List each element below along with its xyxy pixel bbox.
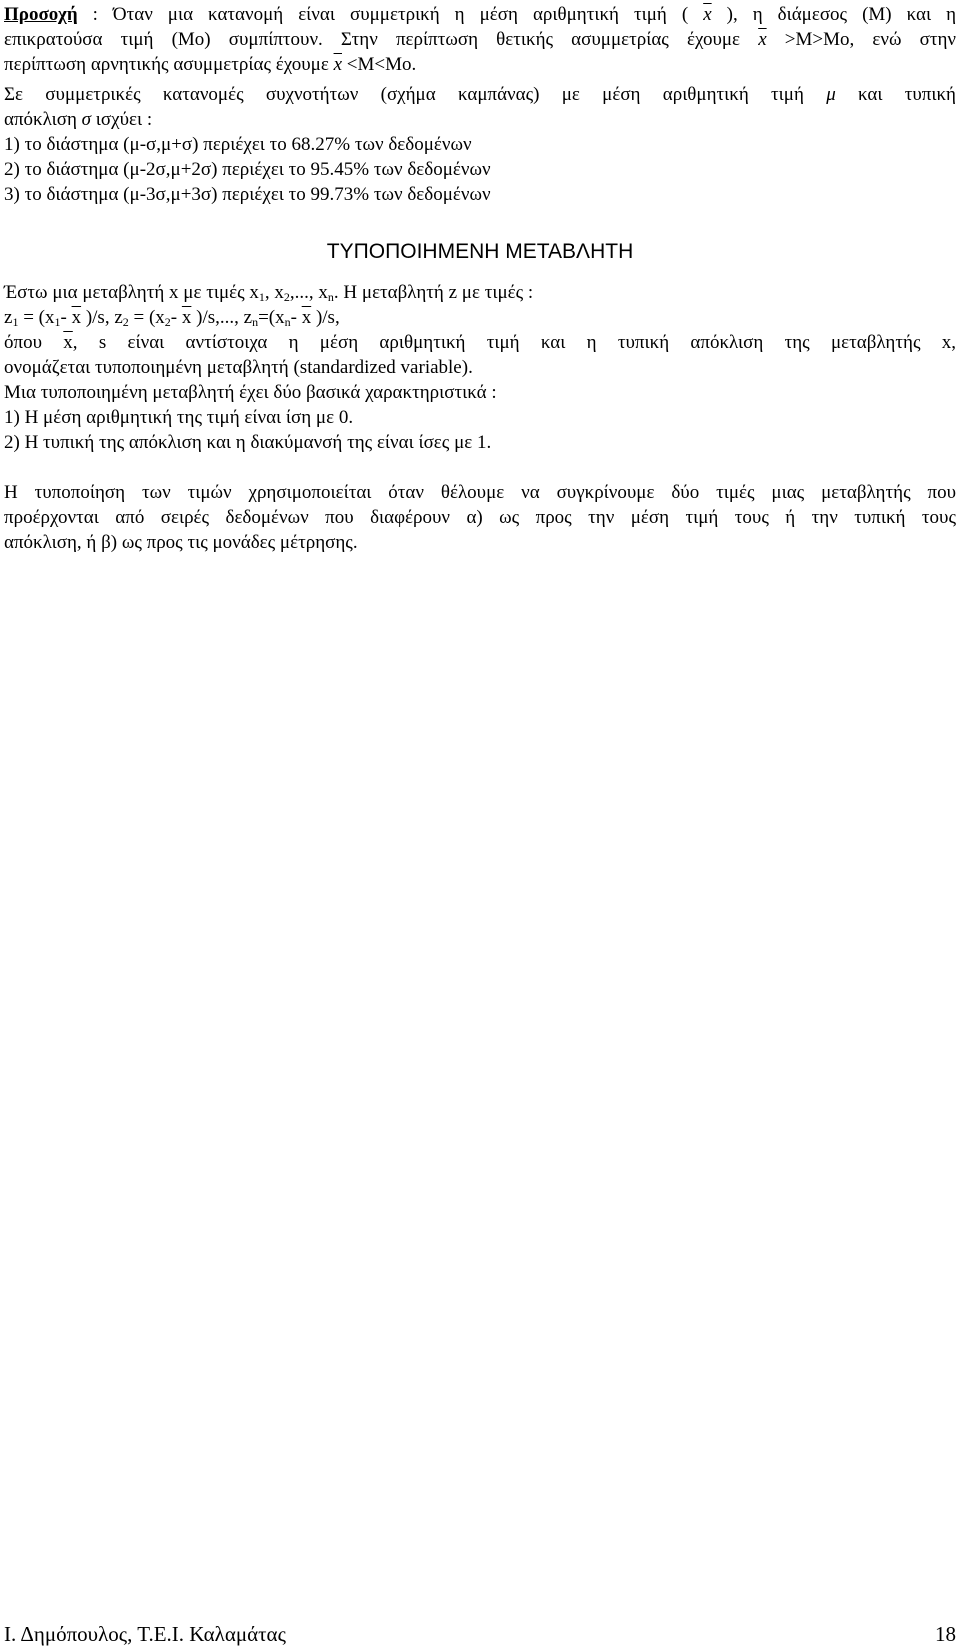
mu-symbol: μ (826, 84, 836, 105)
mean-symbol: $\overline{x}$ (703, 4, 712, 25)
usage-line-2: προέρχονται από σειρές δεδομένων που διαφέρουν α) ως προς την μέση τιμή τους ή την τυπική τους (4, 507, 956, 528)
mean-symbol: $\overline{x}$ (758, 29, 767, 50)
mean-symbol: $\overline{x}$ (333, 54, 342, 75)
mean-symbol: $\overline{x}$ (71, 307, 82, 328)
property-item-2: 2) Η τυπική της απόκλιση και η διακύμανσή της είναι ίσες με 1. (4, 432, 492, 453)
mean-symbol: $\overline{x}$ (181, 307, 192, 328)
mean-symbol: $\overline{x}$ (63, 332, 73, 353)
interval-item-3: 3) το διάστημα (μ-3σ,μ+3σ) περιέχει το 99.73% των δεδομένων (4, 184, 491, 205)
note-line-2: επικρατούσα τιμή (Μο) συμπίπτουν. Στην περίπτωση θετικής ασυμμετρίας έχουμε $\overline{x} >M>Mo$, ενώ στην (4, 29, 956, 50)
sigma-symbol: σ (81, 109, 92, 130)
standardized-formula: $z_1 = (x_1-$ $\overline{x}$ )/s, $z_2 = (x_2-$ $\overline{x}$ )/s,..., $z_n=(x_n-$ $\overline{x}$ )/s, (4, 307, 340, 329)
interval-item-2: 2) το διάστημα (μ-2σ,μ+2σ) περιέχει το 95.45% των δεδομένων (4, 159, 491, 180)
mean-symbol: $\overline{x}$ (301, 307, 312, 328)
note-line-1: Προσοχή : Όταν μια κατανομή είναι συμμετρική η μέση αριθμητική τιμή ( $\overline{x}$ ), η διάμεσος (Μ) και η (4, 4, 957, 25)
note-line-3: περίπτωση αρνητικής ασυμμετρίας έχουμε $\overline{x} <M<Mo$. (4, 54, 417, 75)
page-footer (4, 1622, 956, 1647)
standardized-line-1: Έστω μια μεταβλητή x με τιμές $x_1$, $x_2$,..., $x_n$. Η μεταβλητή z με τιμές : (4, 282, 534, 304)
symmetric-line-1: Σε συμμετρικές κατανομές συχνοτήτων (σχήμα καμπάνας) με μέση αριθμητική τιμή μ και τυπική (4, 84, 956, 105)
standardized-line-3: όπου $\overline{x}$, s είναι αντίστοιχα η μέση αριθμητική τιμή και η τυπική απόκλιση της μεταβλητής x, (4, 332, 957, 353)
usage-line-3: απόκλιση, ή β) ως προς τις μονάδες μέτρησης. (4, 532, 358, 553)
standardized-line-5: Μια τυποποιημένη μεταβλητή έχει δύο βασικά χαρακτηριστικά : (4, 382, 497, 403)
standardized-line-4: ονομάζεται τυποποιημένη μεταβλητή (standardized variable). (4, 357, 473, 378)
note-label: Προσοχή (4, 4, 78, 25)
symmetric-line-2: απόκλιση σ ισχύει : (4, 109, 153, 130)
usage-line-1: Η τυποποίηση των τιμών χρησιμοποιείται όταν θέλουμε να συγκρίνουμε δύο τιμές μιας μεταβλητής που (4, 482, 956, 503)
page-number: 18 (935, 1622, 956, 1646)
section-heading: ΤΥΠΟΠΟΙΗΜΕΝΗ ΜΕΤΑΒΛΗΤΗ (326, 240, 634, 263)
footer-author: Ι. Δημόπουλος, Τ.Ε.Ι. Καλαμάτας (4, 1622, 286, 1646)
property-item-1: 1) Η μέση αριθμητική της τιμή είναι ίση με 0. (4, 407, 354, 428)
interval-item-1: 1) το διάστημα (μ-σ,μ+σ) περιέχει το 68.27% των δεδομένων (4, 134, 472, 155)
